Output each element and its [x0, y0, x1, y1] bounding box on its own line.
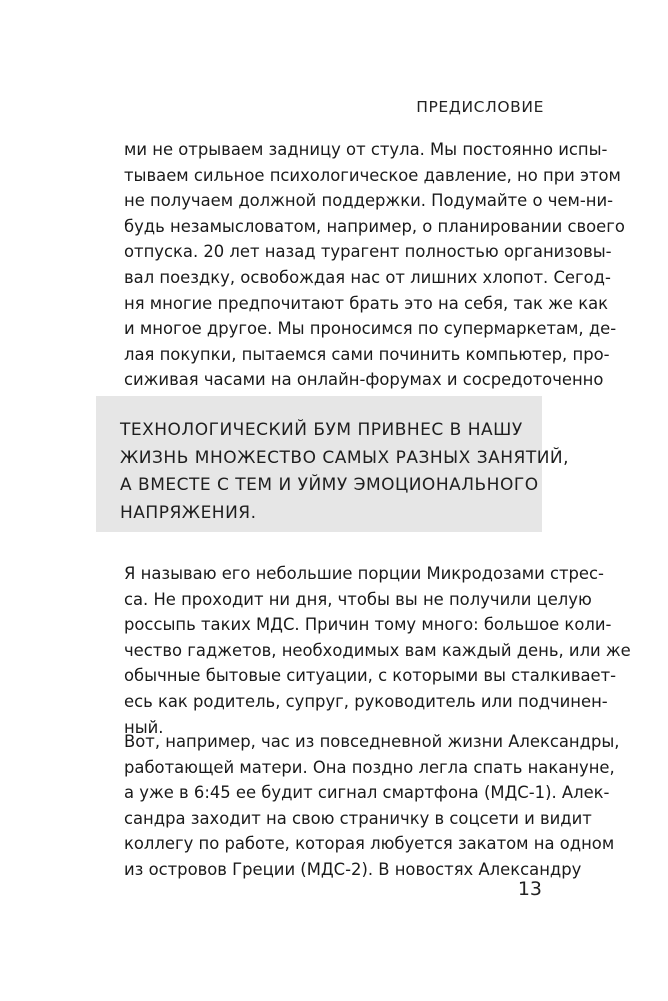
text-line: вал поездку, освобождая нас от лишних хлопот. Сегод-	[124, 267, 611, 287]
text-line: а уже в 6:45 ее будит сигнал смартфона (МДС-1). Алек-	[124, 783, 610, 803]
quote-line: ЖИЗНЬ МНОЖЕСТВО САМЫХ РАЗНЫХ ЗАНЯТИЙ,	[120, 447, 570, 468]
running-head-title: ПРЕДИСЛОВИЕ	[416, 98, 544, 116]
paragraph-2	[124, 561, 631, 740]
page-number: 13	[517, 878, 542, 900]
text-line: из островов Греции (МДС-2). В новостях Александру	[124, 859, 582, 879]
text-line: сандра заходит на свою страничку в соцсети и видит	[124, 808, 592, 828]
text-line: сиживая часами на онлайн-форумах и сосредоточенно	[124, 370, 604, 390]
text-line: россыпь таких МДС. Причин тому много: большое коли-	[124, 615, 612, 635]
text-line: и многое другое. Мы проносимся по супермаркетам, де-	[124, 319, 617, 339]
text-line: Вот, например, час из повседневной жизни Александры,	[124, 732, 620, 751]
quote-line: А ВМЕСТЕ С ТЕМ И УЙМУ ЭМОЦИОНАЛЬНОГО	[120, 475, 539, 495]
text-line: не получаем должной поддержки. Подумайте о чем-ни-	[124, 191, 614, 211]
text-line: ня многие предпочитают брать это на себя, так же как	[124, 293, 609, 313]
pull-quote-box	[96, 396, 570, 532]
text-line: будь незамысловатом, например, о планировании своего	[124, 216, 625, 236]
paragraph-1	[124, 137, 625, 419]
pull-quote-text	[120, 417, 570, 527]
text-line: работающей матери. Она поздно легла спать накануне,	[124, 757, 615, 777]
text-line: отпуска. 20 лет назад турагент полностью организовы-	[124, 242, 612, 262]
text-line: са. Не проходит ни дня, чтобы вы не получили целую	[124, 589, 592, 609]
text-line: обычные бытовые ситуации, с которыми вы сталкивает-	[124, 666, 617, 686]
paragraph-3	[124, 729, 620, 883]
text-line: лая покупки, пытаемся сами починить компьютер, про-	[124, 344, 610, 364]
text-line: Я называю его небольшие порции Микродозами стрес-	[124, 564, 604, 583]
text-line: ный.	[124, 717, 164, 737]
quote-line: ТЕХНОЛОГИЧЕСКИЙ БУМ ПРИВНЕС В НАШУ	[120, 420, 523, 440]
text-line: чество гаджетов, необходимых вам каждый день, или же	[124, 640, 631, 660]
text-line: тываем сильное психологическое давление, но при этом	[124, 165, 621, 185]
text-line: коллегу по работе, которая любуется закатом на одном	[124, 834, 615, 854]
quote-line: НАПРЯЖЕНИЯ.	[120, 502, 257, 523]
text-line: ми не отрываем задницу от стула. Мы постоянно испы-	[124, 140, 608, 159]
text-line: есь как родитель, супруг, руководитель или подчинен-	[124, 691, 608, 711]
